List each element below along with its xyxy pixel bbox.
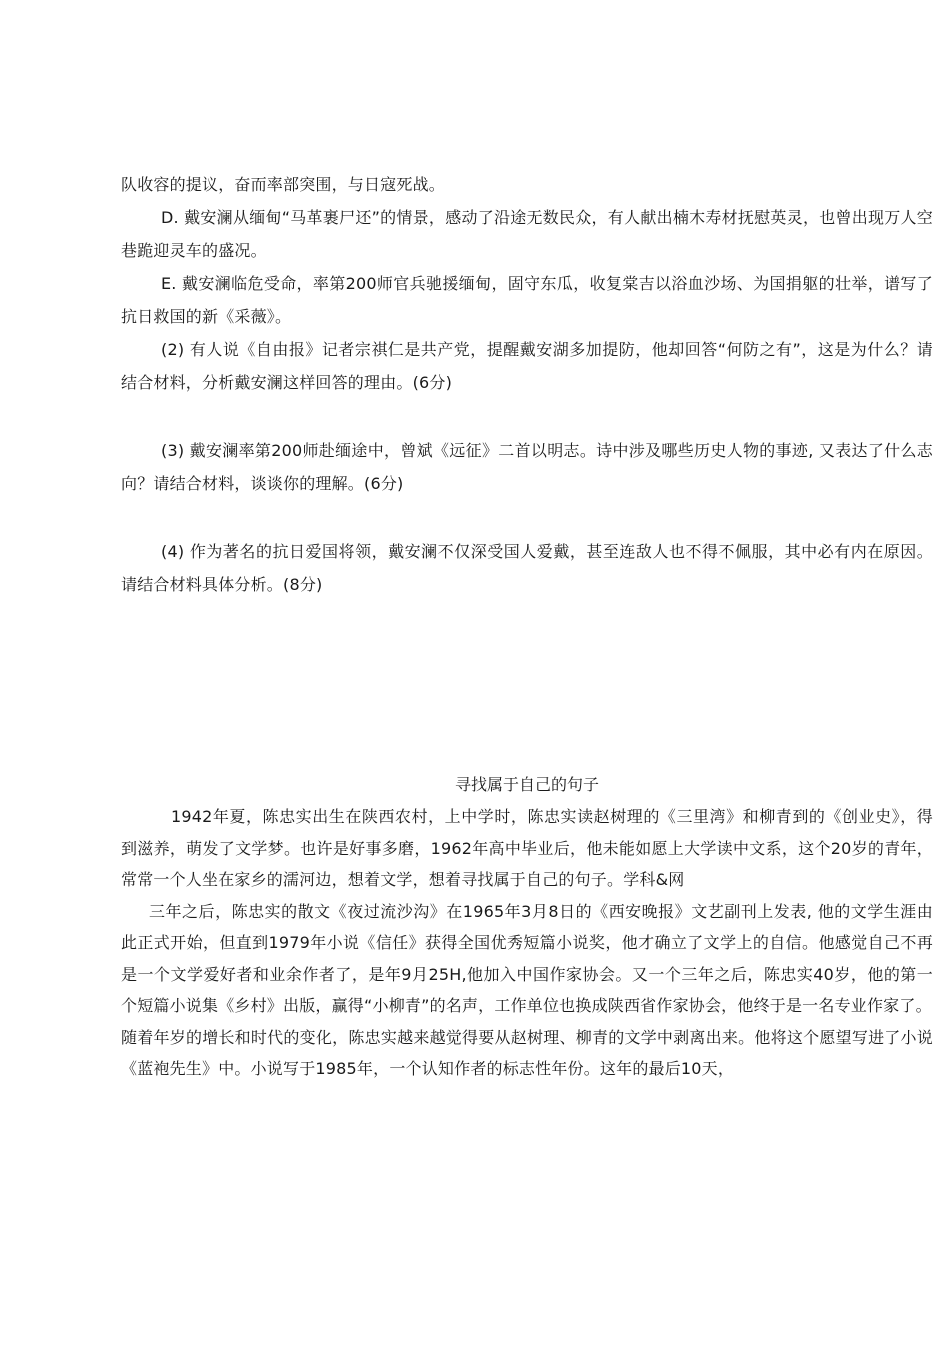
article-paragraph-1: 1942年夏，陈忠实出生在陕西农村，上中学时，陈忠实读赵树理的《三里湾》和柳青到的《创业史》，得到滋养，萌发了文学梦。也许是好事多磨，1962年高中毕业后，他未能如愿上大学读中文系，这个20岁的青年，常常一个人坐在家乡的濡河边，想着文学，想着寻找属于自己的句子。学科&网 <box>121 807 933 889</box>
question-4: (4) 作为著名的抗日爱国将领，戴安澜不仅深受国人爱戴，甚至连敌人也不得不佩服，其中必有内在原因。请结合材料具体分析。(8分) <box>121 542 933 594</box>
question-2: (2) 有人说《自由报》记者宗祺仁是共产党，提醒戴安湖多加提防，他却回答“何防之有”，这是为什么？请结合材料，分析戴安澜这样回答的理由。(6分) <box>121 340 933 392</box>
continuation-line: 队收容的提议，奋而率部突围，与日寇死战。 <box>121 175 446 194</box>
question-3: (3) 戴安澜率第200师赴缅途中，曾斌《远征》二首以明志。诗中涉及哪些历史人物的事迹, 又表达了什么志向？请结合材料，谈谈你的理解。(6分) <box>121 441 933 493</box>
option-d: D. 戴安澜从缅甸“马革裹尸还”的情景，感动了沿途无数民众，有人献出楠木寿材抚慰英灵，也曾出现万人空巷跪迎灵车的盛况。 <box>121 208 933 260</box>
article-paragraph-2: 三年之后，陈忠实的散文《夜过流沙沟》在1965年3月8日的《西安晚报》文艺副刊上发表, 他的文学生涯由此正式开始，但直到1979年小说《信任》获得全国优秀短篇小说奖，他才确立了文学上的自信。他感觉自己不再是一个文学爱好者和业余作者了，是年9月25H,他加入中国作家协会。又一个三年之后，陈忠实40岁，他的第一个短篇小说集《乡村》出版，赢得“小柳青”的名声，工作单位也换成陕西省作家协会，他终于是一名专业作家了。 <box>121 901 933 1015</box>
article-paragraph-3: 随着年岁的增长和时代的变化，陈忠实越来越觉得要从赵树理、柳青的文学中剥离出来。他将这个愿望写进了小说《蓝袍先生》中。小说写于1985年，一个认知作者的标志性年份。这年的最后10天， <box>121 1027 933 1078</box>
option-e: E. 戴安澜临危受命，率第200师官兵驰援缅甸，固守东瓜，收复棠吉以浴血沙场、为国捐躯的壮举，谱写了抗日救国的新《采薇》。 <box>121 274 933 326</box>
article-section <box>121 768 933 1085</box>
article-title: 寻找属于自己的句子 <box>454 775 599 794</box>
question-section <box>121 168 933 601</box>
